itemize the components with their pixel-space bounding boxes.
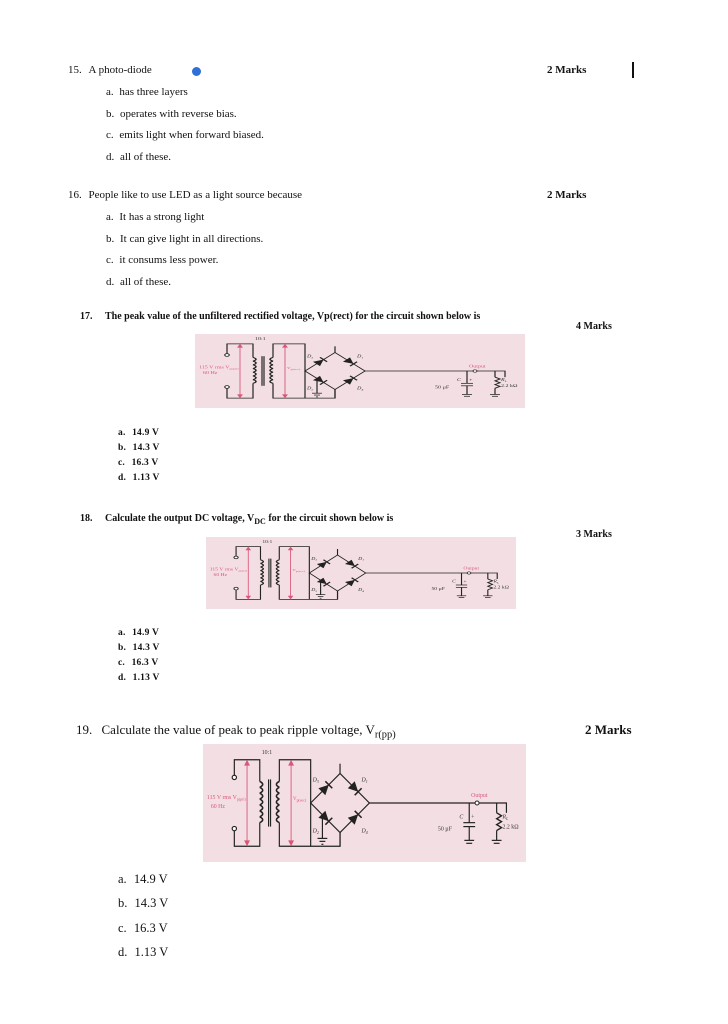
option-16a: a. It has a strong light	[106, 211, 205, 223]
cap-value: 50 µF	[431, 587, 445, 592]
option-15d: d. all of these.	[106, 151, 172, 163]
source-frequency: 60 Hz	[213, 573, 228, 578]
option-18d: d. 1.13 V	[118, 673, 160, 683]
option-17b: b. 14.3 V	[118, 443, 160, 453]
rl-value: 2.2 kΩ	[493, 586, 509, 591]
output-label: Output	[469, 365, 486, 369]
source-label: 115 V rms $V_{p(pri)}$	[206, 795, 246, 802]
secondary-label: $V_{p(sec)}$	[287, 366, 301, 371]
circuit-diagram-19	[203, 744, 526, 862]
question-17	[80, 311, 480, 322]
ratio-label: 10:1	[262, 540, 273, 545]
rl-label: $R_L$	[493, 580, 499, 585]
rl-label: $R_L$	[502, 814, 509, 822]
d1-label: $D_1$	[358, 557, 365, 562]
d3-label: $D_3$	[307, 355, 314, 360]
circuit-diagram-17	[195, 334, 525, 408]
d4-label: $D_4$	[357, 387, 364, 392]
cap-label: C	[459, 814, 464, 821]
d2-label: $D_2$	[312, 828, 319, 835]
output-label: Output	[471, 793, 488, 800]
question-number: 19.	[76, 722, 93, 737]
question-18: 18. Calculate the output DC voltage, $V_{DC}$ for the circuit shown below is	[80, 513, 394, 526]
question-15	[68, 64, 152, 76]
source-frequency: 60 Hz	[210, 803, 226, 810]
marks-16: 2 Marks	[547, 189, 587, 201]
cap-label: C	[457, 378, 462, 383]
option-16d: d. all of these.	[106, 276, 172, 288]
cap-value: 50 µF	[437, 826, 452, 833]
marks-19: 2 Marks	[585, 722, 632, 737]
question-text: The peak value of the unfiltered rectified voltage, Vp(rect) for the circuit shown below is	[105, 311, 481, 322]
d2-label: $D_2$	[311, 588, 318, 593]
question-number: 18.	[80, 513, 93, 524]
question-19: 19. Calculate the value of peak to peak ripple voltage, $V_{r(pp)}$	[76, 722, 396, 741]
ratio-label: 10:1	[261, 749, 273, 756]
d4-label: $D_4$	[361, 828, 368, 835]
marks-15: 2 Marks	[547, 64, 587, 76]
cap-plus: +	[463, 580, 467, 585]
question-16	[68, 189, 302, 201]
output-label: Output	[463, 567, 480, 571]
rl-value: 2.2 kΩ	[501, 384, 518, 389]
option-18c: c. 16.3 V	[118, 658, 159, 668]
rl-value: 2.2 kΩ	[502, 824, 519, 831]
cap-label: C	[452, 580, 456, 585]
option-17d: d. 1.13 V	[118, 473, 160, 483]
option-19a: a. 14.9 V	[118, 872, 168, 886]
text-cursor	[632, 62, 634, 78]
d1-label: $D_1$	[357, 355, 364, 360]
cap-value: 50 µF	[435, 386, 450, 390]
option-19b: b. 14.3 V	[118, 896, 169, 910]
d3-label: $D_3$	[311, 557, 318, 562]
d2-label: $D_2$	[307, 387, 314, 392]
d4-label: $D_4$	[358, 588, 365, 593]
cap-plus: +	[469, 378, 473, 383]
cap-plus: +	[471, 814, 475, 821]
option-16b: b. It can give light in all directions.	[106, 233, 264, 245]
question-number: 16.	[68, 189, 82, 201]
option-15a: a. has three layers	[106, 86, 188, 98]
option-19d: d. 1.13 V	[118, 945, 169, 959]
secondary-label: $V_{p(sec)}$	[292, 568, 305, 573]
option-15c: c. emits light when forward biased.	[106, 129, 264, 141]
d3-label: $D_3$	[312, 777, 319, 784]
source-frequency: 60 Hz	[203, 371, 218, 376]
question-number: 17.	[80, 311, 93, 322]
option-17a: a. 14.9 V	[118, 428, 159, 438]
question-text: A photo-diode	[88, 64, 152, 76]
option-19c: c. 16.3 V	[118, 921, 168, 935]
option-16c: c. it consums less power.	[106, 254, 219, 266]
circuit-diagram-18	[206, 537, 516, 609]
source-label: 115 V rms $V_{p(pri)}$	[209, 568, 248, 573]
question-text: People like to use LED as a light source because	[88, 189, 303, 201]
question-number: 15.	[68, 64, 82, 76]
marks-17: 4 Marks	[576, 321, 612, 332]
secondary-label: $V_{p(sec)}$	[293, 797, 307, 803]
blue-dot	[192, 67, 201, 76]
option-17c: c. 16.3 V	[118, 458, 159, 468]
d1-label: $D_1$	[361, 777, 368, 784]
option-18b: b. 14.3 V	[118, 643, 160, 653]
option-18a: a. 14.9 V	[118, 628, 159, 638]
source-label: 115 V rms $V_{p(pri)}$	[199, 366, 239, 371]
marks-18: 3 Marks	[576, 529, 612, 540]
ratio-label: 10:1	[255, 337, 266, 342]
rl-label: $R_L$	[501, 378, 507, 383]
option-15b: b. operates with reverse bias.	[106, 108, 237, 120]
